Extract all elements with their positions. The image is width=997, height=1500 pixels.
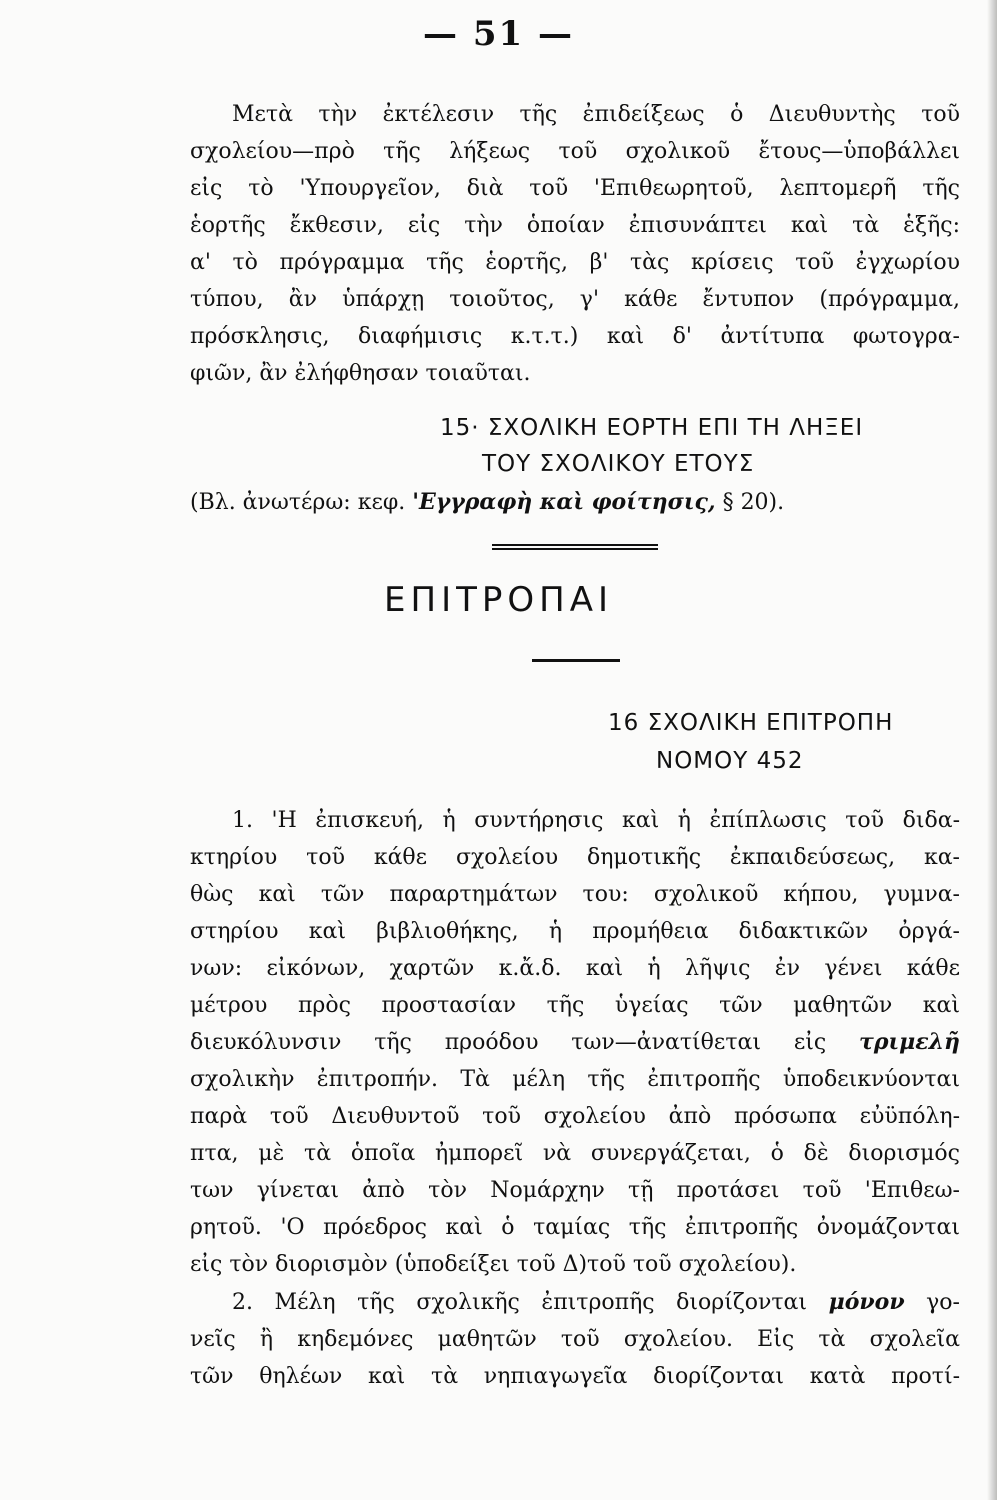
text-line: νων: εἰκόνων, χαρτῶν κ.ἄ.δ. καὶ ἡ λῆψις ἐν γένει κάθε: [190, 956, 960, 981]
section-15-heading-line-1: 15· ΣΧΟΛΙΚΗ ΕΟΡΤΗ ΕΠΙ ΤΗ ΛΗΞΕΙ: [440, 415, 864, 441]
text-line: τῶν θηλέων καὶ τὰ νηπιαγωγεῖα διορίζονται κατὰ προτί-: [190, 1364, 960, 1389]
reference-suffix: § 20).: [715, 490, 785, 515]
text-segment: 2. Μέλη τῆς σχολικῆς ἐπιτροπῆς διορίζονται: [232, 1290, 829, 1315]
text-line: νεῖς ἢ κηδεμόνες μαθητῶν τοῦ σχολείου. Εἰς τὰ σχολεῖα: [190, 1327, 960, 1352]
emphasized-word: τριμελῆ: [859, 1029, 960, 1055]
text-line: θὼς καὶ τῶν παραρτημάτων του: σχολικοῦ κήπου, γυμνα-: [190, 882, 960, 907]
text-line: α' τὸ πρόγραμμα τῆς ἑορτῆς, β' τὰς κρίσεις τοῦ ἐγχωρίου: [190, 250, 960, 275]
page-edge-shadow: [987, 0, 997, 1500]
text-line: εἰς τὸ 'Υπουργεῖον, διὰ τοῦ 'Επιθεωρητοῦ, λεπτομερῆ τῆς: [190, 176, 960, 201]
text-line: κτηρίου τοῦ κάθε σχολείου δημοτικῆς ἐκπαιδεύσεως, κα-: [190, 845, 960, 870]
paragraph-1: [190, 802, 960, 1283]
section-15-reference: [190, 484, 784, 521]
text-segment: γο-: [904, 1290, 960, 1315]
text-line: ἑορτῆς ἔκθεσιν, εἰς τὴν ὁποίαν ἐπισυνάπτει καὶ τὰ ἑξῆς:: [190, 213, 960, 238]
text-line: μέτρου πρὸς προστασίαν τῆς ὑγείας τῶν μαθητῶν καὶ: [190, 993, 960, 1018]
section-16-heading-line-2: ΝΟΜΟΥ 452: [656, 748, 804, 774]
text-segment: διευκόλυνσιν τῆς προόδου των—ἀνατίθεται εἰς: [190, 1030, 860, 1055]
intro-paragraph: [190, 96, 960, 392]
section-15-heading-line-2: ΤΟΥ ΣΧΟΛΙΚΟΥ ΕΤΟΥΣ: [482, 451, 755, 477]
text-line: 1. 'Η ἐπισκευή, ἡ συντήρησις καὶ ἡ ἐπίπλωσις τοῦ διδα-: [232, 808, 960, 833]
text-line: των γίνεται ἀπὸ τὸν Νομάρχην τῇ προτάσει τοῦ 'Επιθεω-: [190, 1178, 960, 1203]
page-number: — 51 —: [423, 14, 574, 54]
section-16-heading: [608, 704, 893, 780]
text-line: [190, 1284, 960, 1321]
text-line: τύπου, ἂν ὑπάρχῃ τοιοῦτος, γ' κάθε ἔντυπον (πρόγραμμα,: [190, 287, 960, 312]
reference-emphasis: 'Εγγραφὴ καὶ φοίτησις,: [412, 489, 716, 515]
text-line: στηρίου καὶ βιβλιοθήκης, ἡ προμήθεια διδακτικῶν ὀργά-: [190, 919, 960, 944]
section-title: ΕΠΙΤΡΟΠΑΙ: [384, 580, 613, 620]
double-rule-divider: [492, 544, 658, 550]
text-line: παρὰ τοῦ Διευθυντοῦ τοῦ σχολείου ἀπὸ πρόσωπα εὐϋπόλη-: [190, 1104, 960, 1129]
reference-prefix: (Βλ. ἀνωτέρω: κεφ.: [190, 490, 413, 515]
text-line: φιῶν, ἂν ἐλήφθησαν τοιαῦται.: [190, 361, 531, 386]
text-line: πρόσκλησις, διαφήμισις κ.τ.τ.) καὶ δ' ἀντίτυπα φωτογρα-: [190, 324, 960, 349]
text-line: πτα, μὲ τὰ ὁποῖα ἠμπορεῖ νὰ συνεργάζεται, ὁ δὲ διορισμός: [190, 1141, 960, 1166]
rule-divider: [532, 659, 620, 662]
text-line: εἰς τὸν διορισμὸν (ὑποδείξει τοῦ Δ)τοῦ τοῦ σχολείου).: [190, 1252, 797, 1277]
text-line: Μετὰ τὴν ἐκτέλεσιν τῆς ἐπιδείξεως ὁ Διευθυντὴς τοῦ: [232, 102, 960, 127]
paragraph-2: [190, 1284, 960, 1395]
section-16-heading-line-1: 16 ΣΧΟΛΙΚΗ ΕΠΙΤΡΟΠΗ: [608, 710, 894, 736]
text-line: ρητοῦ. 'Ο πρόεδρος καὶ ὁ ταμίας τῆς ἐπιτροπῆς ὀνομάζονται: [190, 1215, 960, 1240]
text-line: σχολικὴν ἐπιτροπήν. Τὰ μέλη τῆς ἐπιτροπῆς ὑποδεικνύονται: [190, 1067, 960, 1092]
text-line: [190, 1024, 960, 1061]
section-15-heading: [440, 410, 863, 482]
text-line: σχολείου—πρὸ τῆς λήξεως τοῦ σχολικοῦ ἔτους—ὑποβάλλει: [190, 139, 960, 164]
emphasized-word: μόνον: [828, 1289, 905, 1315]
